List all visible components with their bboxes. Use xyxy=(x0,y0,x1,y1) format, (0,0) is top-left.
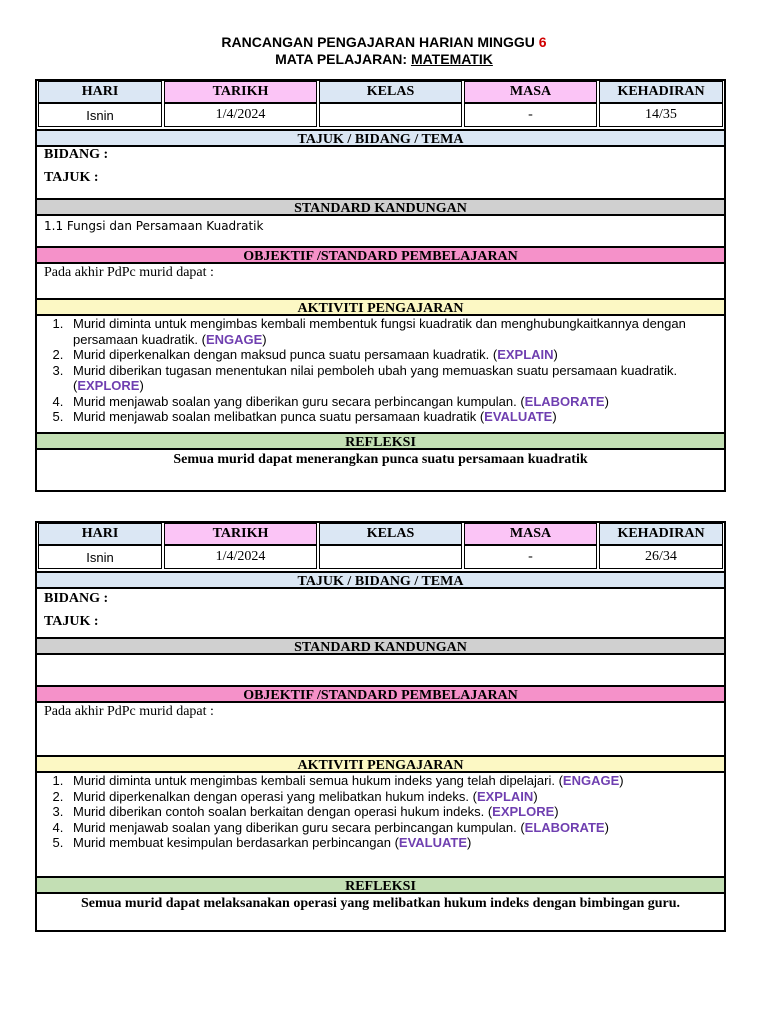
kehadiran-value: 26/34 xyxy=(599,545,723,569)
tajuk-section xyxy=(37,589,724,637)
col-kelas-header: KELAS xyxy=(319,81,462,103)
aktiviti-header: AKTIVITI PENGAJARAN xyxy=(37,298,724,316)
activity-phase-tag: EXPLAIN xyxy=(497,347,554,362)
activity-phase-tag: EVALUATE xyxy=(484,409,553,424)
activity-list xyxy=(37,773,724,851)
aktiviti-header: AKTIVITI PENGAJARAN xyxy=(37,755,724,773)
col-kehadiran-header: KEHADIRAN xyxy=(599,81,723,103)
activity-text: Murid diperkenalkan dengan operasi yang melibatkan hukum indeks. ( xyxy=(73,788,477,804)
refleksi-text: Semua murid dapat melaksanakan operasi yang melibatkan hukum indeks dengan bimbingan guru. xyxy=(80,896,681,911)
col-tarikh-header: TARIKH xyxy=(164,523,317,545)
activity-text-end: ) xyxy=(552,409,557,424)
col-masa-header: MASA xyxy=(464,523,597,545)
activity-item xyxy=(67,789,716,805)
activity-text-end: ) xyxy=(604,819,609,835)
lesson-plan-block-2 xyxy=(35,521,726,932)
masa-value: - xyxy=(464,545,597,569)
activity-text-end: ) xyxy=(467,835,472,850)
refleksi-text: Semua murid dapat menerangkan punca suatu persamaan kuadratik xyxy=(173,452,588,467)
tarikh-value: 1/4/2024 xyxy=(164,545,317,569)
info-value-row xyxy=(37,103,724,127)
objektif-text: Pada akhir PdPc murid dapat : xyxy=(44,704,214,719)
activity-text: Murid diberikan tugasan menentukan nilai pemboleh ubah yang memuaskan suatu persamaan kuadratik. ( xyxy=(73,362,678,393)
col-hari-header: HARI xyxy=(38,523,162,545)
refleksi-header: REFLEKSI xyxy=(37,432,724,450)
activity-item xyxy=(67,835,716,851)
col-tarikh-header: TARIKH xyxy=(164,81,317,103)
activity-text-end: ) xyxy=(619,773,624,788)
subject-value: MATEMATIK xyxy=(410,51,493,67)
lesson-plan-block-1 xyxy=(35,79,726,492)
tajuk-label: TAJUK : xyxy=(44,614,99,629)
col-kelas-header: KELAS xyxy=(319,523,462,545)
activity-item xyxy=(67,804,716,820)
objektif-header: OBJEKTIF /STANDARD PEMBELAJARAN xyxy=(37,685,724,703)
activity-text-end: ) xyxy=(533,788,538,804)
activity-text: Murid diminta untuk mengimbas kembali semua hukum indeks yang telah dipelajari. ( xyxy=(73,773,563,788)
kehadiran-value: 14/35 xyxy=(599,103,723,127)
activity-text-end: ) xyxy=(554,804,559,819)
info-value-row xyxy=(37,545,724,569)
activity-item xyxy=(67,316,716,347)
document-title xyxy=(0,34,768,51)
tajuk-bidang-tema-header: TAJUK / BIDANG / TEMA xyxy=(37,129,724,147)
activity-phase-tag: ENGAGE xyxy=(205,331,263,347)
activity-text: Murid menjawab soalan melibatkan punca suatu persamaan kuadratik ( xyxy=(73,409,485,424)
activity-phase-tag: ELABORATE xyxy=(524,393,605,409)
standard-kandungan-text: 1.1 Fungsi dan Persamaan Kuadratik xyxy=(44,219,264,233)
week-number: 6 xyxy=(538,34,547,50)
col-masa-header: MASA xyxy=(464,81,597,103)
activity-text-end: ) xyxy=(553,347,558,362)
activity-text: Murid diberikan contoh soalan berkaitan dengan operasi hukum indeks. ( xyxy=(73,804,493,819)
activity-item xyxy=(67,820,716,836)
title-text: RANCANGAN PENGAJARAN HARIAN MINGGU xyxy=(221,34,539,50)
activity-text: Murid menjawab soalan yang diberikan guru secara perbincangan kumpulan. ( xyxy=(73,393,525,409)
activity-text-end: ) xyxy=(604,393,609,409)
activity-phase-tag: EXPLAIN xyxy=(476,788,534,804)
activity-text-end: ) xyxy=(139,378,144,393)
activity-list xyxy=(37,316,724,425)
activity-phase-tag: ELABORATE xyxy=(524,819,605,835)
hari-value: Isnin xyxy=(38,545,162,569)
tajuk-bidang-tema-header: TAJUK / BIDANG / TEMA xyxy=(37,571,724,589)
activity-text-end: ) xyxy=(262,331,267,347)
activity-text: Murid membuat kesimpulan berdasarkan perbincangan ( xyxy=(73,835,399,850)
info-header-row xyxy=(37,523,724,545)
standard-kandungan-header: STANDARD KANDUNGAN xyxy=(37,637,724,655)
bidang-label: BIDANG : xyxy=(44,591,109,606)
activity-item xyxy=(67,394,716,410)
document-header xyxy=(0,34,768,68)
tajuk-label: TAJUK : xyxy=(44,170,99,185)
standard-kandungan-text xyxy=(37,655,724,685)
activity-phase-tag: EVALUATE xyxy=(398,835,468,850)
col-kehadiran-header: KEHADIRAN xyxy=(599,523,723,545)
kelas-value xyxy=(319,103,462,127)
col-hari-header: HARI xyxy=(38,81,162,103)
standard-kandungan-header: STANDARD KANDUNGAN xyxy=(37,198,724,216)
activity-phase-tag: ENGAGE xyxy=(562,773,620,788)
hari-value: Isnin xyxy=(38,103,162,127)
activity-text: Murid menjawab soalan yang diberikan guru secara perbincangan kumpulan. ( xyxy=(73,819,525,835)
bidang-label: BIDANG : xyxy=(44,147,109,162)
activity-item xyxy=(67,363,716,394)
activity-item xyxy=(67,347,716,363)
masa-value: - xyxy=(464,103,597,127)
activity-item xyxy=(67,409,716,425)
activity-item xyxy=(67,773,716,789)
subject-line xyxy=(0,51,768,68)
activity-phase-tag: EXPLORE xyxy=(492,804,555,819)
aktiviti-section xyxy=(37,773,724,876)
tajuk-section xyxy=(37,147,724,198)
activity-text: Murid diminta untuk mengimbas kembali membentuk fungsi kuadratik dan menghubungkaitkannya dengan persamaan kuadratik. ( xyxy=(73,316,686,347)
activity-text: Murid diperkenalkan dengan maksud punca suatu persamaan kuadratik. ( xyxy=(73,347,498,362)
aktiviti-section xyxy=(37,316,724,432)
refleksi-header: REFLEKSI xyxy=(37,876,724,894)
objektif-header: OBJEKTIF /STANDARD PEMBELAJARAN xyxy=(37,246,724,264)
kelas-value xyxy=(319,545,462,569)
info-header-row xyxy=(37,81,724,103)
activity-phase-tag: EXPLORE xyxy=(77,378,140,393)
subject-label: MATA PELAJARAN: xyxy=(275,51,411,67)
objektif-text: Pada akhir PdPc murid dapat : xyxy=(44,265,214,280)
tarikh-value: 1/4/2024 xyxy=(164,103,317,127)
